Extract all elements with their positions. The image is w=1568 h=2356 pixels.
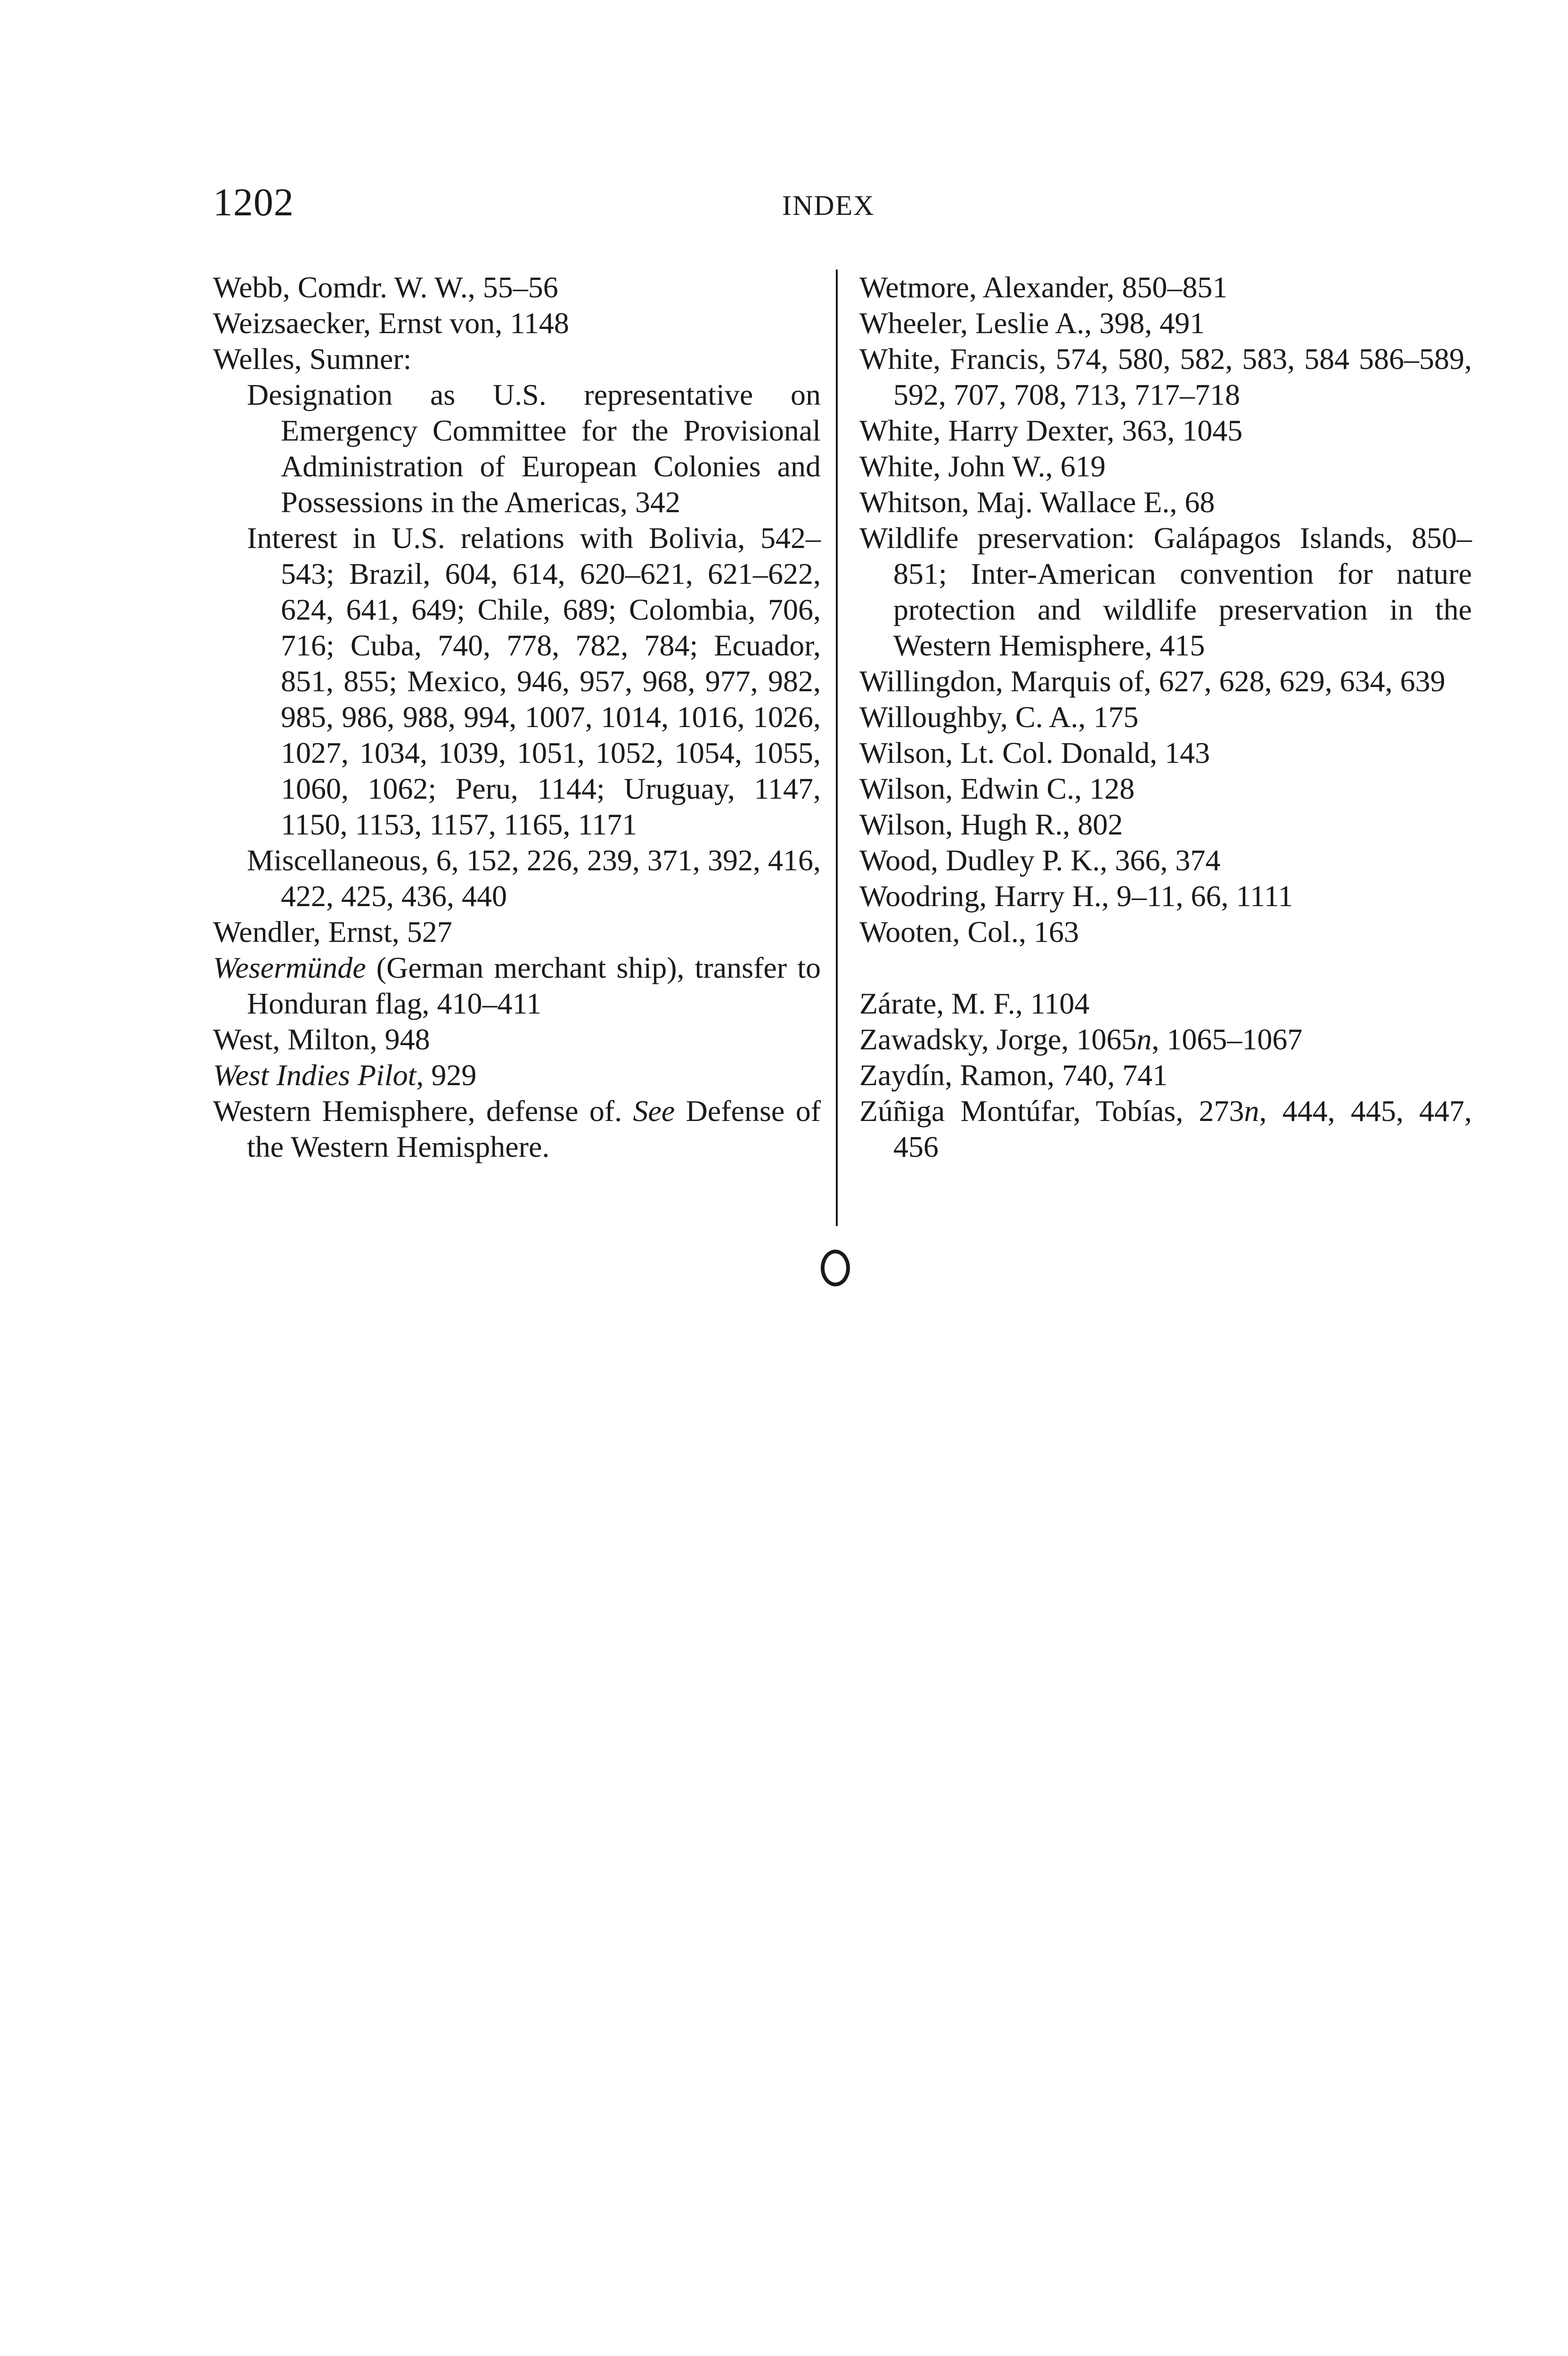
- index-subentry-welles-designation: Designation as U.S. representative on Emergency Committee for the Provisional Administration of European Colonies and Possessions in the Americas, 342: [247, 378, 821, 519]
- index-column-right: [859, 270, 1472, 1165]
- index-entry-west-milton: West, Milton, 948: [213, 1023, 430, 1056]
- index-entry-willoughby: Willoughby, C. A., 175: [859, 700, 1139, 734]
- entry-text: Zúñiga Montúfar, Tobías, 273: [859, 1094, 1244, 1128]
- index-entry-wilson-donald: Wilson, Lt. Col. Donald, 143: [859, 736, 1210, 769]
- index-entry-woodring: Woodring, Harry H., 9–11, 66, 1111: [859, 879, 1293, 913]
- index-entry-west-indies-pilot: [213, 1057, 821, 1093]
- index-entry-western-hemisphere: [213, 1093, 821, 1165]
- index-entry-wesermunde: [213, 950, 821, 1022]
- index-entry-wood: Wood, Dudley P. K., 366, 374: [859, 843, 1221, 877]
- column-divider: [836, 270, 838, 1226]
- entry-text: Western Hemisphere, defense of.: [213, 1094, 633, 1128]
- entry-text: Zawadsky, Jorge, 1065: [859, 1023, 1137, 1056]
- index-entry-wooten: Wooten, Col., 163: [859, 915, 1079, 949]
- see-reference-label: See: [633, 1094, 675, 1128]
- index-entry-welles: Welles, Sumner:: [213, 342, 412, 376]
- entry-text: , 444, 445, 447, 456: [893, 1094, 1472, 1163]
- publication-title: West Indies Pilot: [213, 1058, 416, 1092]
- cross-reference-text: Defense of the Western Hemisphere.: [247, 1094, 821, 1163]
- entry-text: , 1065–1067: [1152, 1023, 1303, 1056]
- index-subentry-welles-interest: Interest in U.S. relations with Bolivia, 542–543; Brazil, 604, 614, 620–621, 621–622, 624, 641, 649; Chile, 689; Colombia, 706, 716; Cuba, 740, 778, 782, 784; Ecuador, 851, 855; Mexico, 946, 957, 968, 977, 982, 985, 986, 988, 994, 1007, 1014, 1016, 1026, 1027, 1034, 1039, 1051, 1052, 1054, 1055, 1060, 1062; Peru, 1144; Uruguay, 1147, 1150, 1153, 1157, 1165, 1171: [247, 521, 821, 841]
- entry-text: , 929: [416, 1058, 477, 1092]
- index-entry-white-john: White, John W., 619: [859, 450, 1106, 483]
- index-entry-zarate: Zárate, M. F., 1104: [859, 987, 1090, 1020]
- index-entry-zaydin: Zaydín, Ramon, 740, 741: [859, 1058, 1168, 1092]
- index-entry-weizsaecker: Weizsaecker, Ernst von, 1148: [213, 306, 569, 340]
- index-entry-wetmore: Wetmore, Alexander, 850–851: [859, 270, 1228, 304]
- running-head: INDEX: [782, 190, 875, 221]
- index-entry-zawadsky: [859, 1022, 1472, 1057]
- index-entry-willingdon: Willingdon, Marquis of, 627, 628, 629, 634, 639: [859, 664, 1446, 698]
- index-entry-wilson-edwin: Wilson, Edwin C., 128: [859, 772, 1135, 805]
- end-of-index-circle-icon: [821, 1250, 850, 1286]
- ship-name: Wesermünde: [213, 951, 366, 984]
- index-entry-wildlife: Wildlife preservation: Galápagos Islands, 850–851; Inter-American convention for nature protection and wildlife preservation in the Western Hemisphere, 415: [859, 521, 1472, 662]
- index-entry-white-harry: White, Harry Dexter, 363, 1045: [859, 414, 1243, 447]
- index-column-left: [213, 270, 821, 1165]
- note-marker: n: [1244, 1094, 1259, 1128]
- index-entry-zuniga: [859, 1093, 1472, 1165]
- index-entry-wendler: Wendler, Ernst, 527: [213, 915, 452, 949]
- index-entry-wheeler: Wheeler, Leslie A., 398, 491: [859, 306, 1205, 340]
- index-entry-white-francis: White, Francis, 574, 580, 582, 583, 584 586–589, 592, 707, 708, 713, 717–718: [859, 342, 1472, 411]
- index-subentry-welles-miscellaneous: Miscellaneous, 6, 152, 226, 239, 371, 392, 416, 422, 425, 436, 440: [247, 843, 821, 913]
- note-marker: n: [1136, 1023, 1152, 1056]
- index-entry-whitson: Whitson, Maj. Wallace E., 68: [859, 485, 1215, 519]
- page-number: 1202: [213, 180, 294, 224]
- entry-text: (German merchant ship), transfer to Honduran flag, 410–411: [247, 951, 821, 1020]
- index-entry-wilson-hugh: Wilson, Hugh R., 802: [859, 808, 1123, 841]
- index-entry-webb: Webb, Comdr. W. W., 55–56: [213, 270, 558, 304]
